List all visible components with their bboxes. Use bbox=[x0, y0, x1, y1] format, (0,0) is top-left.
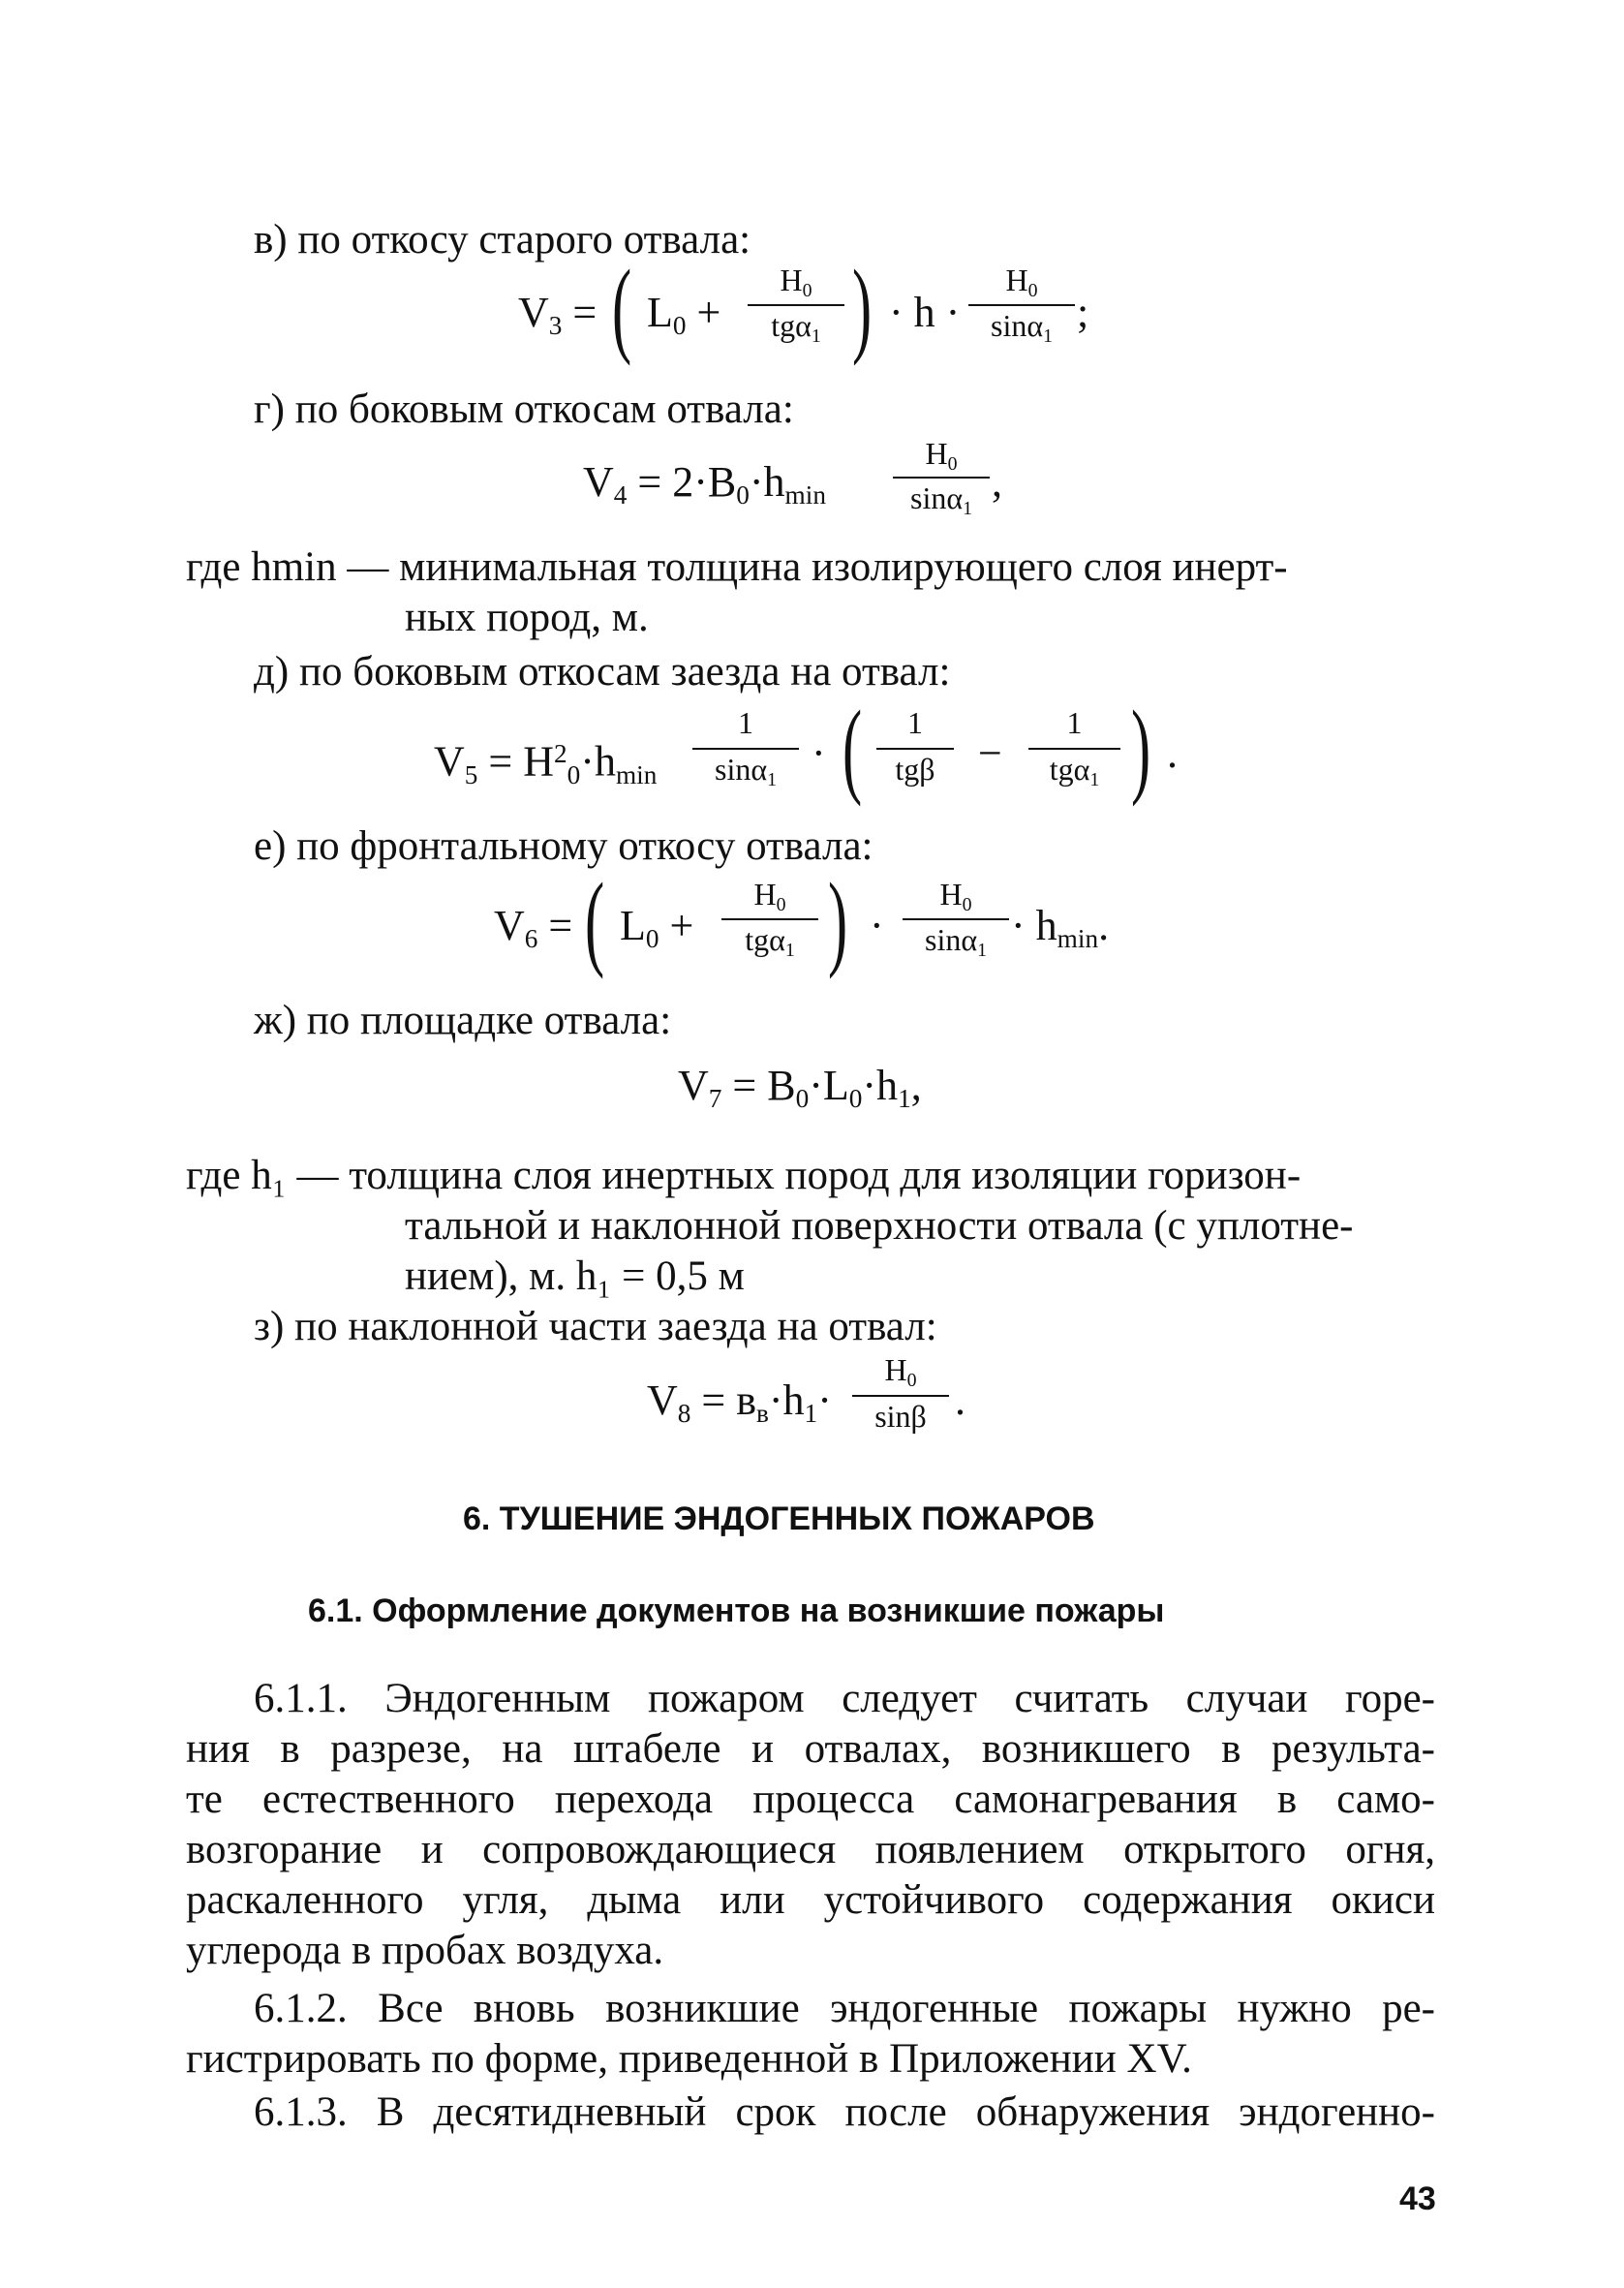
note-hmin-line2: ных пород, м. bbox=[405, 595, 649, 640]
p613-line: 6.1.3. В десятидневный срок после обнаружения эндогенно- bbox=[254, 2089, 1435, 2135]
item-z-label: з) по наклонной части заезда на отвал: bbox=[254, 1304, 937, 1349]
p611-line: те естественного перехода процесса самонагревания в само- bbox=[186, 1777, 1435, 1822]
item-d-label: д) по боковым откосам заезда на отвал: bbox=[254, 649, 951, 695]
p611-line: 6.1.1. Эндогенным пожаром следует считать случаи горе- bbox=[254, 1676, 1435, 1721]
note-h1-line1: где h₁ — толщина слоя инертных пород для изоляции горизон- bbox=[186, 1153, 1302, 1198]
section-subheading: 6.1. Оформление документов на возникшие пожары bbox=[308, 1592, 1165, 1629]
section-heading: 6. ТУШЕНИЕ ЭНДОГЕННЫХ ПОЖАРОВ bbox=[463, 1500, 1095, 1537]
item-e-label: е) по фронтальному откосу отвала: bbox=[254, 823, 873, 869]
p611-line: ния в разрезе, на штабеле и отвалах, возникшего в результа- bbox=[186, 1726, 1435, 1772]
item-g-label: г) по боковым откосам отвала: bbox=[254, 386, 794, 432]
p611-line: возгорание и сопровождающиеся появлением открытого огня, bbox=[186, 1827, 1435, 1872]
document-page: в) по откосу старого отвала: $V_3$ = ( $L_0$ + $H_0$ tgα$_1$ ) · h · $H_0$ sinα$_1$ ; г) по боковым откосам отвала: $V_4 = 2\cdot B_0\cdot h_{min}$ $H_0$ sinα$_1$ , где hmin — минимальная толщина изолирующего слоя инерт- ных пород, м. д) по боковым откосам заезда на отвал: $V_5 = H^2_0\cdot h_{min}$ 1 sinα$_1$ · ( 1 tgβ − 1 tgα$_1$ ) . е) по фронтальному откосу отвала: $V_6$ = ( $L_0$ + $H_0$ tgα$_1$ ) · $H_0$ sinα$_1$ · $h_{min}$. ж) по площадке отвала: $V_7 = B_0\cdot L_0\cdot h_1$, где h₁ — толщина слоя инертных пород для изоляции горизон- тальной и наклонной поверхности отвала (с уплотне- нием), м. h₁ = 0,5 м з) по наклонной части заезда на отвал: $V_8 = в_в\cdot h_1\cdot$ $H_0$ sinβ . 6. ТУШЕНИЕ ЭНДОГЕННЫХ ПОЖАРОВ 6.1. Оформление документов на возникшие пожары 6.1.1. Эндогенным пожаром следует считать случаи горе- ния в разрезе, на штабеле и отвалах, возникшего в результа- те естественного перехода процесса самонагревания в само- возгорание и сопровождающиеся появлением открытого огня, раскаленного угля, дыма или устойчивого содержания окиси углерода в пробах воздуха. 6.1.2. Все вновь возникшие эндогенные пожары нужно ре- гистрировать по форме, приведенной в Приложении XV. 6.1.3. В десятидневный срок после обнаружения эндогенно- 43 bbox=[186, 217, 1436, 2217]
note-h1-line2: тальной и наклонной поверхности отвала (с уплотне- bbox=[405, 1203, 1354, 1249]
formula-v7: $V_7 = B_0\cdot L_0\cdot h_1$, bbox=[678, 1062, 922, 1114]
note-h1-line3: нием), м. h₁ = 0,5 м bbox=[405, 1253, 745, 1299]
item-zh-label: ж) по площадке отвала: bbox=[254, 998, 672, 1043]
p612-line: 6.1.2. Все вновь возникшие эндогенные пожары нужно ре- bbox=[254, 1986, 1435, 2031]
p611-line: раскаленного угля, дыма или устойчивого содержания окиси bbox=[186, 1877, 1435, 1923]
note-hmin-line1: где hmin — минимальная толщина изолирующего слоя инерт- bbox=[186, 544, 1288, 590]
page-number: 43 bbox=[1399, 2180, 1436, 2217]
p612-line: гистрировать по форме, приведенной в Приложении XV. bbox=[186, 2036, 1192, 2082]
item-v-label: в) по откосу старого отвала: bbox=[254, 217, 751, 263]
p611-line: углерода в пробах воздуха. bbox=[186, 1928, 664, 1973]
